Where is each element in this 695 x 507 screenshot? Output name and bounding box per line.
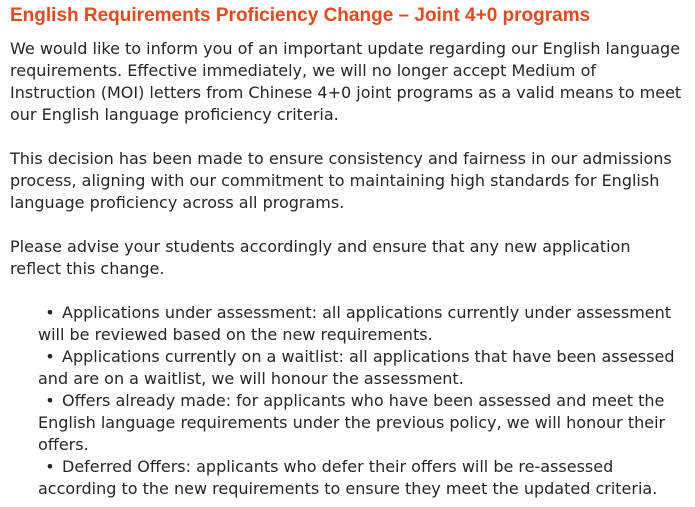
paragraph-decision-rationale: This decision has been made to ensure consistency and fairness in our admissions process, aligning with our commitment to maintaining high standards for English language proficiency across all programs. bbox=[10, 149, 672, 212]
bullet-dot-icon: • bbox=[45, 347, 55, 366]
list-item-deferred-offers bbox=[10, 456, 685, 500]
transition-rules-list bbox=[10, 302, 685, 500]
list-item-text: Deferred Offers: applicants who defer their offers will be re-assessed according to the new requirements to ensure they meet the updated criteria. bbox=[38, 457, 658, 498]
list-item-offers-made bbox=[10, 390, 685, 456]
document-title: English Requirements Proficiency Change – Joint 4+0 programs bbox=[10, 5, 591, 26]
bullet-dot-icon: • bbox=[45, 391, 55, 410]
list-item-text: Applications currently on a waitlist: all applications that have been assessed and are on a waitlist, we will honour the assessment. bbox=[38, 347, 675, 388]
list-item-text: Offers already made: for applicants who have been assessed and meet the English language requirements under the previous policy, we will honour their offers. bbox=[38, 391, 666, 454]
bullet-dot-icon: • bbox=[45, 457, 55, 476]
list-item-under-assessment bbox=[10, 302, 685, 346]
paragraph-advise-students: Please advise your students accordingly and ensure that any new application reflect this change. bbox=[10, 237, 631, 278]
list-item-text: Applications under assessment: all applications currently under assessment will be reviewed based on the new requirements. bbox=[38, 303, 672, 344]
list-item-waitlist bbox=[10, 346, 685, 390]
bullet-dot-icon: • bbox=[45, 303, 55, 322]
paragraph-moi-update: We would like to inform you of an important update regarding our English language requirements. Effective immediately, we will no longer accept Medium of Instruction (MOI) letters from Chinese 4+0 joint programs as a valid means to meet our English language proficiency criteria. bbox=[10, 39, 682, 124]
